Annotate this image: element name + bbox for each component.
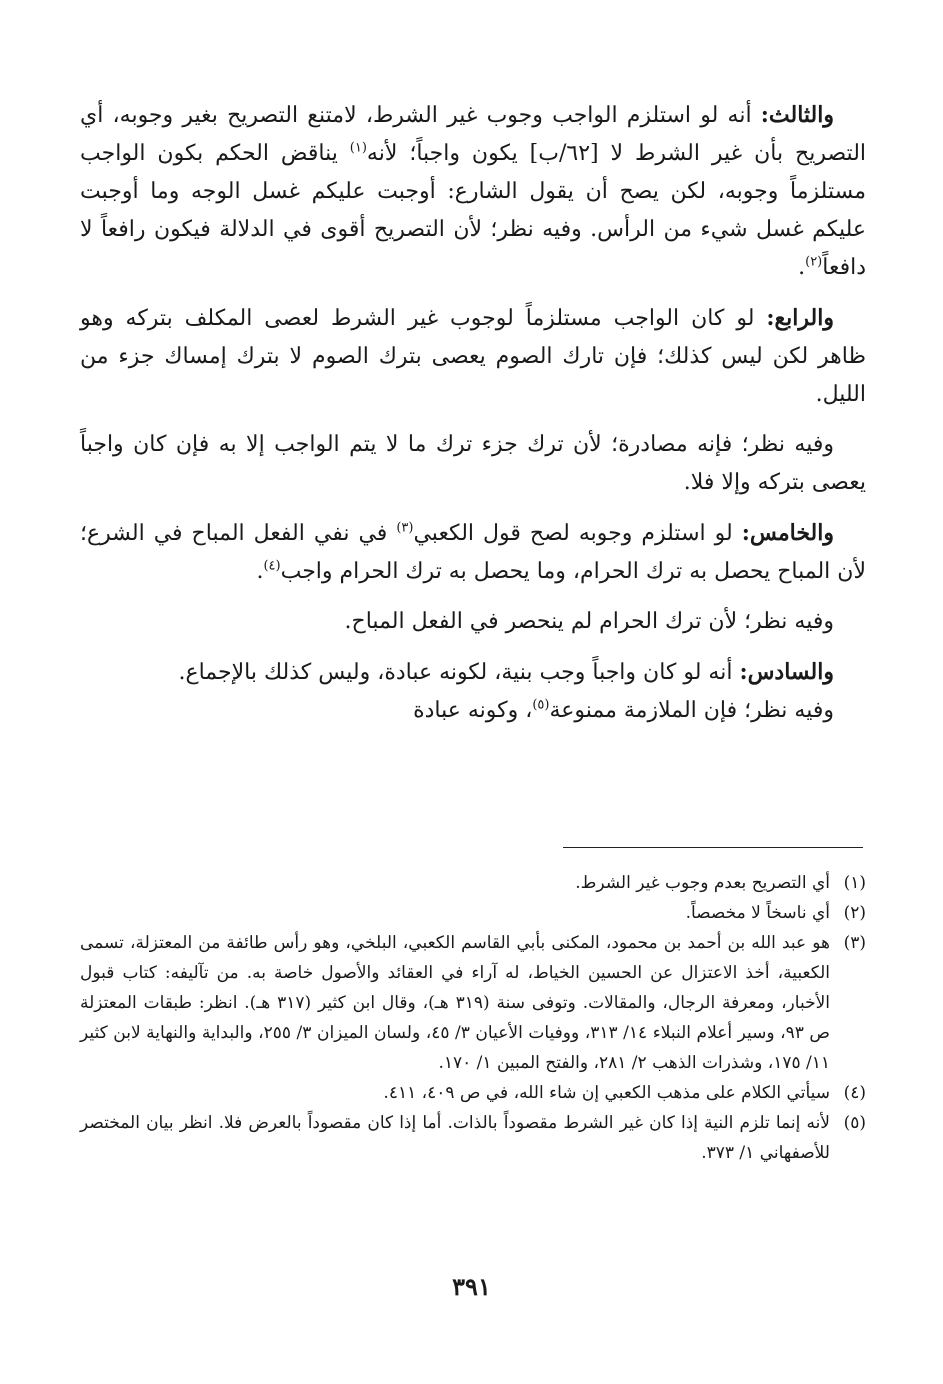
- paragraph-text: لو استلزم وجوبه لصح قول الكعبي: [413, 521, 742, 546]
- paragraph-fourth: [80, 299, 866, 414]
- footnote-number: (٣): [843, 933, 866, 953]
- footnote: [80, 1078, 866, 1108]
- paragraph-text: في نفي الفعل المباح في الشرع؛ لأن المباح يحصل به ترك الحرام، وما يحصل به ترك الحرام واجب: [80, 521, 866, 584]
- paragraph-text: أنه لو كان واجباً وجب بنية، لكونه عبادة، وليس كذلك بالإجماع.: [178, 660, 740, 685]
- paragraph-text: ، وكونه عبادة: [413, 698, 533, 723]
- footnote-text: أي التصريح بعدم وجوب غير الشرط.: [575, 873, 830, 893]
- page-number: ٣٩١: [452, 1272, 491, 1301]
- paragraph-objection-3: [80, 692, 866, 730]
- footnote-number: (٥): [843, 1113, 866, 1133]
- footnote-ref[interactable]: (٢): [805, 254, 823, 270]
- footnote-ref[interactable]: (٣): [396, 520, 414, 536]
- main-text: [80, 96, 866, 742]
- footnote: [80, 928, 866, 1078]
- footnote-text: لأنه إنما تلزم النية إذا كان غير الشرط مقصوداً بالذات. أما إذا كان مقصوداً بالعرض فلا. انظر بيان المختصر للأصفهاني ١/ ٣٧٣.: [80, 1113, 830, 1163]
- paragraph-lead: والثالث:: [760, 102, 834, 128]
- paragraph-lead: والرابع:: [766, 305, 834, 331]
- paragraph-lead: والسادس:: [739, 659, 834, 685]
- footnote-number: (١): [843, 873, 866, 893]
- paragraph-text: .: [798, 255, 806, 280]
- paragraph-objection-2: وفيه نظر؛ لأن ترك الحرام لم ينحصر في الفعل المباح.: [344, 609, 834, 634]
- paragraph-text: أنه لو استلزم الواجب وجوب غير الشرط، لامتنع التصريح بغير وجوبه، أي التصريح بأن غير الشرط لا [٦٢/ب] يكون واجباً؛ لأنه: [80, 103, 867, 166]
- footnote: [80, 898, 866, 928]
- paragraph-lead: والخامس:: [741, 520, 834, 546]
- paragraph-third: [80, 96, 866, 287]
- paragraph-sixth: [80, 653, 866, 692]
- paragraph-objection-1: وفيه نظر؛ فإنه مصادرة؛ لأن ترك جزء ترك ما لا يتم الواجب إلا به فإن كان واجباً يعصى بتركه وإلا فلا.: [80, 432, 866, 495]
- footnote-divider: [563, 847, 863, 848]
- footnote-number: (٢): [843, 903, 866, 923]
- paragraph-text: .: [256, 559, 264, 584]
- paragraph-text: وفيه نظر؛ فإن الملازمة ممنوعة: [549, 698, 834, 723]
- footnote: [80, 1108, 866, 1168]
- footnote-ref[interactable]: (١): [349, 140, 367, 156]
- paragraph-fifth: [80, 514, 866, 591]
- footnote-ref[interactable]: (٤): [263, 558, 281, 574]
- footnote: [80, 868, 866, 898]
- footnote-text: هو عبد الله بن أحمد بن محمود، المكنى بأبي القاسم الكعبي، البلخي، وهو رأس طائفة من المعتزلة، تسمى الكعبية، أخذ الاعتزال عن الحسين الخياط، له آراء في العقائد والأصول خاصة به. من تآليفه: كتاب قبول الأخبار، ومعرفة الرجال، والمقالات. وتوفى سنة (٣١٩ هـ)، وقال ابن كثير (٣١٧ هـ). انظر: طبقات المعتزلة ص ٩٣، وسير أعلام النبلاء ١٤/ ٣١٣، ووفيات الأعيان ٣/ ٤٥، ولسان الميزان ٣/ ٢٥٥، والبداية والنهاية لابن كثير ١١/ ١٧٥، وشذرات الذهب ٢/ ٢٨١، والفتح المبين ١/ ١٧٠.: [80, 933, 830, 1073]
- footnote-ref[interactable]: (٥): [532, 697, 550, 713]
- footnote-text: سيأتي الكلام على مذهب الكعبي إن شاء الله، في ص ٤٠٩، ٤١١.: [383, 1083, 830, 1103]
- footnotes: [80, 868, 866, 1168]
- footnote-number: (٤): [843, 1083, 866, 1103]
- paragraph-text: يناقض الحكم بكون الواجب مستلزماً وجوبه، لكن يصح أن يقول الشارع: أوجبت عليكم غسل الوجه وما أوجبت عليكم غسل شيء من الرأس. وفيه نظر؛ لأن التصريح أقوى في الدلالة فيكون رافعاً لا دافعاً: [80, 141, 866, 280]
- footnote-text: أي ناسخاً لا مخصصاً.: [685, 903, 830, 923]
- paragraph-text: لو كان الواجب مستلزماً لوجوب غير الشرط لعصى المكلف بتركه وهو ظاهر لكن ليس كذلك؛ فإن تارك الصوم يعصى بترك الصوم لا بترك إمساك جزء من الليل.: [80, 306, 866, 407]
